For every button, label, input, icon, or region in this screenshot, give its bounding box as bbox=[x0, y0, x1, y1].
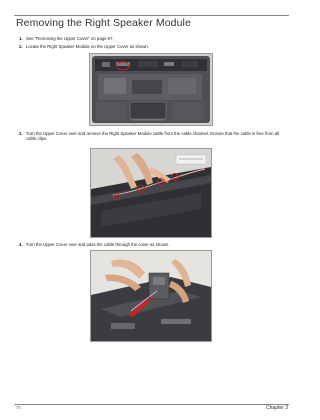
step-1 bbox=[19, 36, 281, 41]
step-3 bbox=[19, 131, 281, 142]
footer-chapter: Chapter 3 bbox=[266, 405, 288, 411]
cable-pass-through-photo-icon bbox=[91, 251, 211, 341]
footer-rule bbox=[14, 404, 289, 405]
upper-cover-photo bbox=[89, 53, 213, 126]
cable-channel-photo-icon bbox=[91, 149, 211, 237]
header-rule bbox=[14, 15, 289, 16]
cable-channel-photo bbox=[90, 148, 212, 238]
cable-pass-through-photo bbox=[90, 250, 212, 342]
step-text: See “Removing the Upper Cover” on page 67. bbox=[26, 36, 114, 41]
step-number: 1. bbox=[19, 36, 23, 41]
step-text: Turn the Upper Cover over and remove the Right Speaker Module cable from the cable channel. Ensure that the cable is free from all cable clips. bbox=[26, 131, 280, 142]
step-4 bbox=[19, 242, 281, 247]
step-number: 4. bbox=[19, 242, 23, 247]
step-2 bbox=[19, 44, 281, 49]
step-text: Locate the Right Speaker Module on the Upper Cover as shown. bbox=[26, 44, 150, 49]
step-number: 3. bbox=[19, 131, 23, 136]
footer-page-number: 70 bbox=[16, 405, 21, 410]
step-number: 2. bbox=[19, 44, 23, 49]
page-title: Removing the Right Speaker Module bbox=[16, 17, 191, 29]
step-text: Turn the Upper Cover over and pass the cable through the cover as shown. bbox=[26, 242, 170, 247]
laptop-upper-cover-photo-icon bbox=[90, 54, 212, 125]
